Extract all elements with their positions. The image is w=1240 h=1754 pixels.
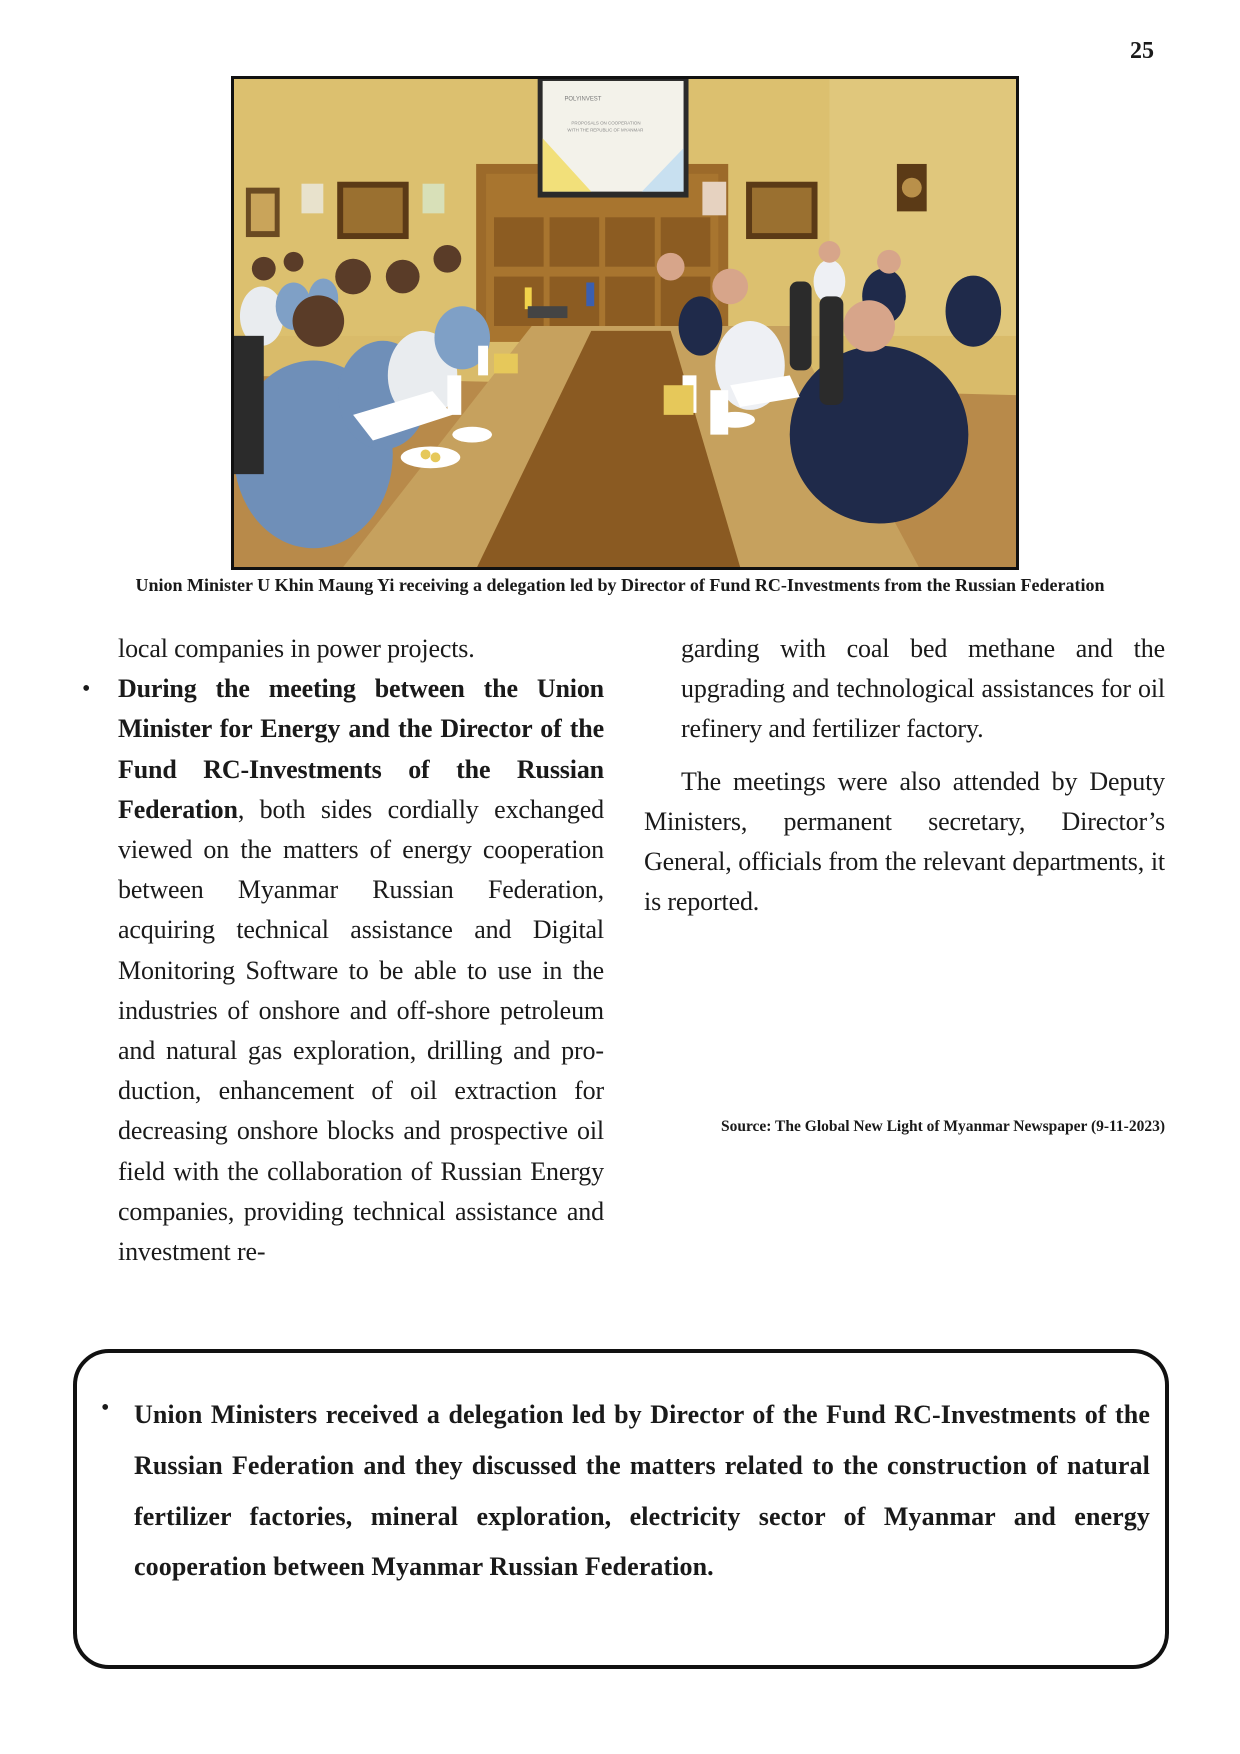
photo-caption: Union Minister U Khin Maung Yi receiving a delegation led by Director of Fund RC-Investments from the Russian Federation — [135, 575, 1105, 595]
right-continuation-text: garding with coal bed methane and the upgrading and technological assistances for oil refinery and fertilizer factory. — [681, 634, 1165, 744]
left-intro-text: local companies in power projects. — [118, 634, 475, 663]
source-credit: Source: The Global New Light of Myanmar Newspaper (9-11-2023) — [720, 1118, 1165, 1135]
meeting-photo — [231, 76, 1019, 570]
meeting-bullet — [82, 669, 604, 1272]
screen-line-3: WITH THE REPUBLIC OF MYANMAR — [567, 127, 644, 133]
screen-line-1: POLYINVEST — [564, 96, 602, 103]
summary-box — [73, 1349, 1169, 1669]
article-right-column — [644, 629, 1165, 922]
bullet-bold-lead: During the meeting between the Union Minister for Energy and the Director of the Fund RC-Investments of the Russian Federation — [118, 674, 604, 824]
screen-line-2: PROPOSALS ON COOPERATION — [571, 120, 641, 126]
summary-text: Union Ministers received a delegation led by Director of the Fund RC-Investments of the Russian Federation and they discussed the matters related to the construction of natural fertilizer factories, mineral exploration, electricity sector of Myanmar and energy cooperation between Myanmar Russian Federation. — [134, 1400, 1150, 1582]
article-left-column — [82, 629, 604, 1272]
meeting-photo-illustration — [234, 79, 1016, 567]
page-number: 25 — [1130, 38, 1154, 64]
right-attendance-paragraph: The meetings were also attended by Deputy Ministers, permanent secretary, Director’s General, officials from the relevant departments, it is reported. — [644, 766, 1165, 917]
summary-bullet-icon: • — [101, 1395, 110, 1421]
bullet-body-text: , both sides cordially exchanged viewed on the matters of energy cooperation between Myanmar Russian Federation, acquiring technical assistance and Digital Monitoring Software to be able to use in the industries of onshore and off-shore petroleum and natural gas exploration, drilling and production, enhancement of oil extraction for decreasing onshore blocks and prospective oil field with the collaboration of Russian Energy companies, providing technical assistance and investment re- — [118, 794, 604, 1267]
bullet-icon: • — [82, 676, 91, 703]
